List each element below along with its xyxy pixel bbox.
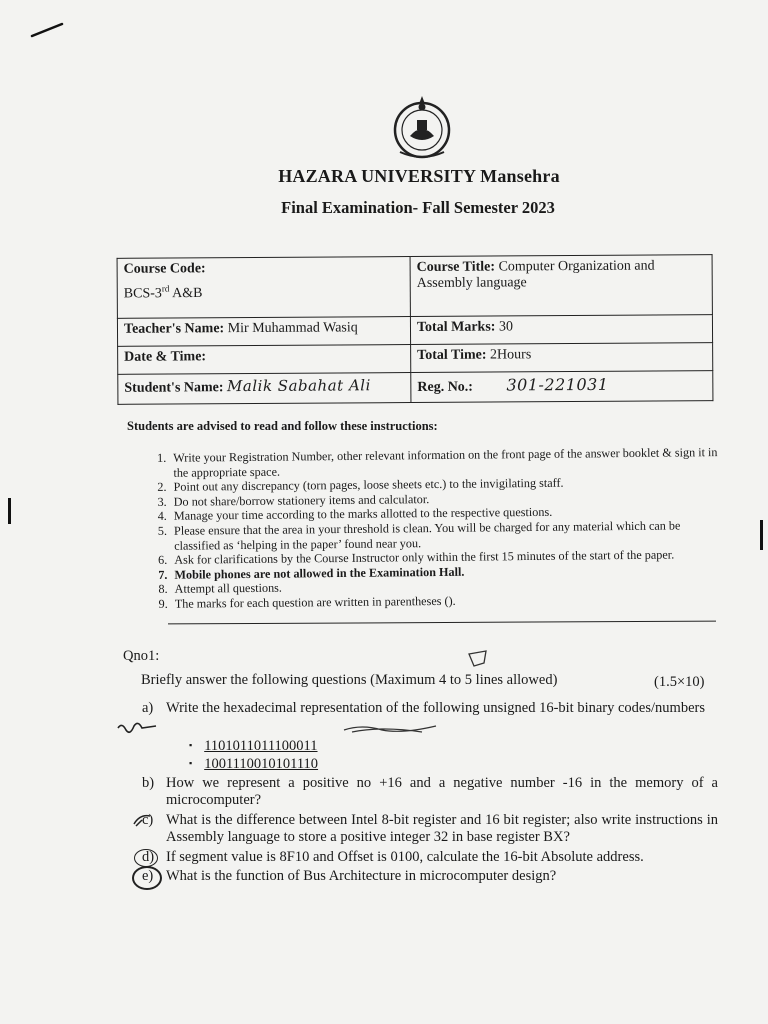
pen-circle-mark <box>134 849 158 867</box>
part-letter: d) <box>142 849 155 865</box>
instruction-item: 4. Manage your time according to the marks allotted to the respective questions. <box>170 503 725 523</box>
part-letter: a) <box>142 700 154 716</box>
pen-circle-mark <box>132 866 162 890</box>
pen-stroke-mark <box>30 22 64 38</box>
part-text: Write the hexadecimal representation of the following unsigned 16-bit binary codes/numbers <box>166 700 705 716</box>
student-name-label: Student's Name: <box>124 380 224 396</box>
course-info-table <box>117 254 714 405</box>
doodle-shape <box>466 649 490 669</box>
scribble-mark <box>342 722 438 736</box>
instruction-item: 8. Attempt all questions. <box>171 576 726 596</box>
edge-mark-left <box>8 498 11 524</box>
reg-no-handwritten: 301-221031 <box>506 374 609 395</box>
binary-item: ▪ 1001110010101110 <box>189 756 318 774</box>
instruction-item: 1. Write your Registration Number, other relevant information on the front page of the answer booklet & sign it in the appropriate space. <box>169 445 724 480</box>
course-title-label: Course Title: <box>416 259 496 275</box>
instruction-item: 5. Please ensure that the area in your threshold is clean. You will be charged for any material which can be classified as ‘helping in the paper’ found near you. <box>170 518 725 553</box>
total-marks-label: Total Marks: <box>416 319 496 335</box>
total-time-value: 2Hours <box>489 347 532 363</box>
instruction-item: 7. Mobile phones are not allowed in the Examination Hall. <box>170 562 725 582</box>
course-code-label: Course Code: <box>123 261 206 277</box>
edge-mark-right <box>760 520 763 550</box>
student-name-handwritten: Malik Sabahat Ali <box>226 376 371 396</box>
university-logo-icon <box>386 92 458 162</box>
reg-no-cell <box>411 371 713 403</box>
course-title-cell <box>410 255 712 317</box>
pen-check-mark <box>132 812 152 830</box>
instruction-item: 6. Ask for clarifications by the Course Instructor only within the first 15 minutes of the start of the paper. <box>170 547 725 567</box>
course-title-value: Computer Organization and Assembly language <box>416 258 655 291</box>
teacher-cell <box>117 317 410 347</box>
instruction-item: 3. Do not share/borrow stationery items and calculator. <box>170 489 725 509</box>
reg-no-label: Reg. No.: <box>417 379 474 395</box>
part-letter: c) <box>142 812 154 828</box>
university-title: HAZARA UNIVERSITY Mansehra <box>278 166 560 186</box>
date-time-label: Date & Time: <box>124 349 207 365</box>
part-letter: b) <box>142 775 155 791</box>
question-part-b <box>142 775 718 809</box>
part-letter: e) <box>142 868 154 884</box>
part-text: How we represent a positive no +16 and a negative number -16 in the memory of a microcomputer? <box>166 775 718 808</box>
part-text: What is the function of Bus Architecture in microcomputer design? <box>166 868 557 884</box>
total-time-cell <box>411 343 713 373</box>
binary-list <box>189 738 318 774</box>
question-part-a <box>142 700 718 717</box>
part-text: What is the difference between Intel 8-bit register and 16 bit register; also write instructions in Assembly language to store a positive integer 32 in base register BX? <box>166 812 718 845</box>
teacher-label: Teacher's Name: <box>123 321 225 337</box>
pen-squiggle-mark <box>116 720 160 736</box>
total-time-label: Total Time: <box>417 347 487 363</box>
question-intro: Briefly answer the following questions (Maximum 4 to 5 lines allowed) <box>141 672 558 688</box>
course-code-cell <box>117 257 410 319</box>
instructions-list <box>147 445 726 612</box>
part-text: If segment value is 8F10 and Offset is 0100, calculate the 16-bit Absolute address. <box>166 849 644 865</box>
exam-title: Final Examination- Fall Semester 2023 <box>281 198 555 217</box>
question-number: Qno1: <box>123 648 160 664</box>
date-time-cell <box>118 345 411 375</box>
question-part-e <box>142 868 718 885</box>
question-marks: (1.5×10) <box>654 674 705 690</box>
instruction-item: 2. Point out any discrepancy (torn pages, loose sheets etc.) to the invigilating staff. <box>169 474 724 494</box>
total-marks-value: 30 <box>498 319 513 335</box>
student-name-cell <box>118 373 411 405</box>
teacher-value: Mir Muhammad Wasiq <box>227 320 358 337</box>
binary-item: ▪ 1101011011100011 <box>189 738 318 756</box>
course-code-value: BCS-3rd A&B <box>123 283 203 302</box>
question-part-d <box>142 849 718 866</box>
total-marks-cell <box>410 315 712 345</box>
question-part-c <box>142 812 718 846</box>
divider-line <box>168 621 716 625</box>
instruction-item: 9. The marks for each question are written in parentheses (). <box>171 591 726 611</box>
instructions-heading: Students are advised to read and follow these instructions: <box>127 419 438 433</box>
